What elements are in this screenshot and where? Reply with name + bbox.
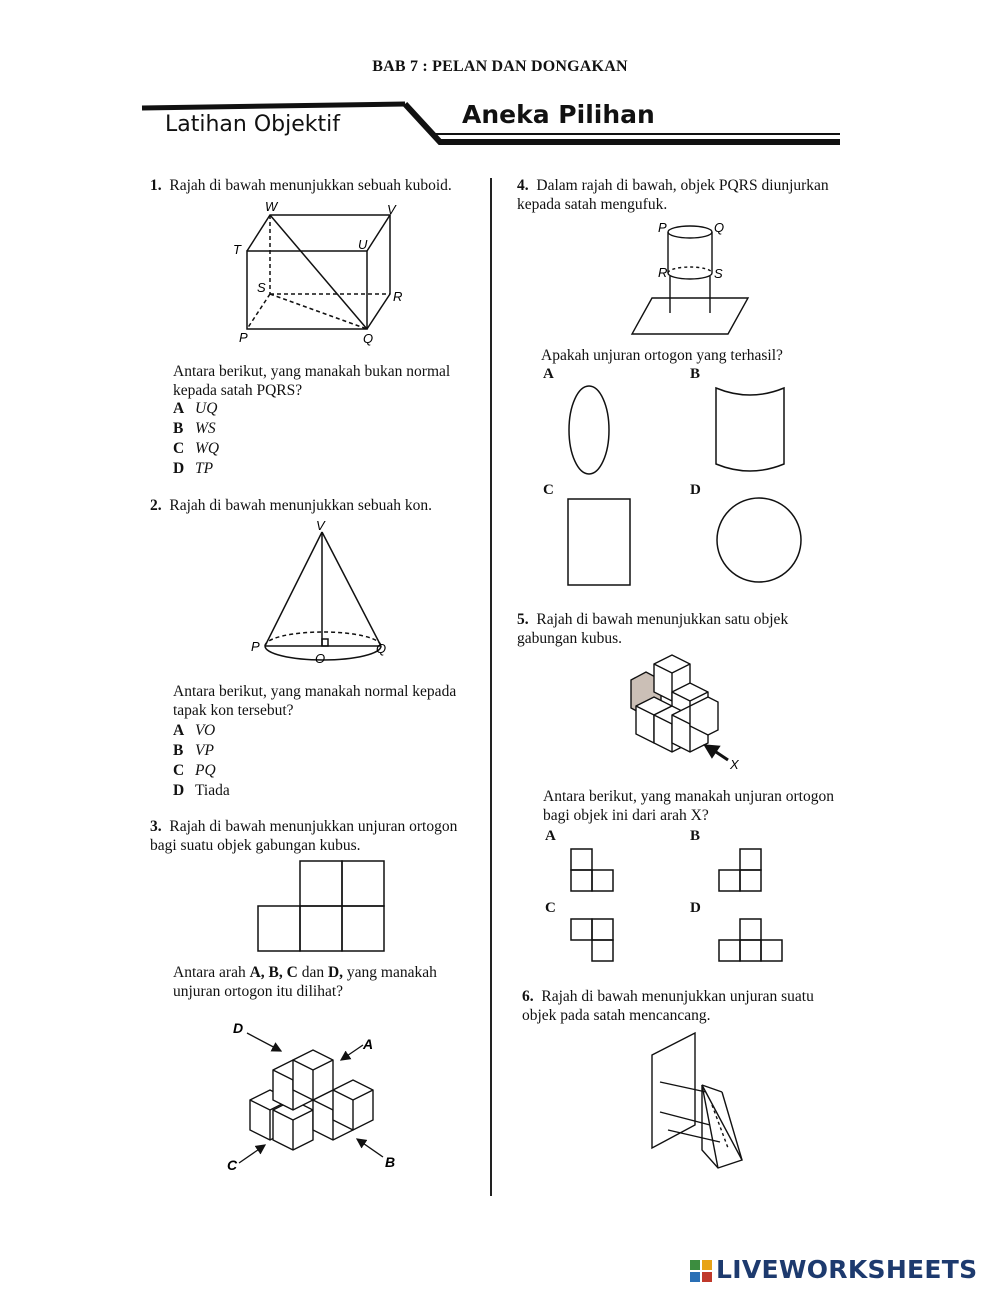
svg-text:B: B bbox=[385, 1154, 396, 1170]
q5-option-c-label[interactable]: C bbox=[545, 900, 556, 916]
q1-option-b[interactable]: B WS bbox=[173, 420, 216, 437]
q4-option-d-circle bbox=[715, 494, 805, 588]
q1-statement: 1. Rajah di bawah menunjukkan sebuah kuboid. bbox=[150, 177, 452, 194]
q5-option-a-grid bbox=[568, 846, 618, 894]
svg-text:A: A bbox=[363, 1036, 374, 1052]
q2-option-d[interactable]: D Tiada bbox=[173, 782, 230, 799]
svg-text:Q: Q bbox=[714, 220, 725, 235]
svg-text:T: T bbox=[233, 242, 241, 257]
q2-statement: 2. Rajah di bawah menunjukkan sebuah kon. bbox=[150, 497, 432, 514]
q2-option-a[interactable]: A VO bbox=[173, 722, 216, 739]
svg-text:X: X bbox=[730, 757, 739, 772]
q1-cuboid-figure bbox=[225, 198, 415, 348]
svg-text:R: R bbox=[658, 265, 668, 280]
logo-text: LIVEWORKSHEETS bbox=[716, 1255, 978, 1284]
q4-option-a-ellipse bbox=[560, 382, 620, 477]
q1-option-c[interactable]: C WQ bbox=[173, 440, 220, 457]
svg-text:P: P bbox=[251, 639, 260, 654]
svg-text:Q: Q bbox=[376, 641, 387, 656]
svg-text:W: W bbox=[265, 199, 278, 214]
q1-options bbox=[173, 399, 219, 479]
svg-text:S: S bbox=[714, 266, 723, 281]
svg-text:U: U bbox=[358, 237, 368, 252]
q5-option-b-grid bbox=[716, 846, 766, 894]
q4-option-b-label[interactable]: B bbox=[690, 366, 701, 382]
q5-statement: 5. Rajah di bawah menunjukkan satu objek gabungan kubus. bbox=[517, 611, 789, 647]
q4-prompt: Apakah unjuran ortogon yang terhasil? bbox=[541, 347, 783, 364]
liveworksheets-logo bbox=[690, 1255, 977, 1284]
svg-text:V: V bbox=[387, 202, 396, 217]
q2-option-c[interactable]: C PQ bbox=[173, 762, 216, 779]
svg-text:V: V bbox=[316, 518, 325, 533]
q4-option-b-curved-shape bbox=[712, 380, 787, 475]
q2-option-b[interactable]: B VP bbox=[173, 742, 214, 759]
q5-option-a-label[interactable]: A bbox=[545, 828, 556, 844]
q4-statement: 4. Dalam rajah di bawah, objek PQRS diunjurkan kepada satah mengufuk. bbox=[517, 177, 829, 213]
q4-option-a-label[interactable]: A bbox=[543, 366, 554, 382]
logo-grid-icon bbox=[690, 1260, 712, 1282]
q4-option-c-label[interactable]: C bbox=[543, 482, 554, 498]
q5-cube-object-figure bbox=[628, 650, 753, 775]
q5-option-b-label[interactable]: B bbox=[690, 828, 701, 844]
q5-option-d-label[interactable]: D bbox=[690, 900, 701, 916]
svg-text:D: D bbox=[233, 1020, 244, 1036]
q1-option-a[interactable]: A UQ bbox=[173, 400, 218, 417]
column-divider bbox=[490, 178, 492, 1196]
chapter-title: BAB 7 : PELAN DAN DONGAKAN bbox=[372, 58, 628, 75]
svg-text:P: P bbox=[239, 330, 248, 345]
q3-cube-object-figure bbox=[225, 1015, 405, 1175]
q3-prompt: Antara arah A, B, C dan D, yang manakah unjuran ortogon itu dilihat? bbox=[173, 964, 437, 1000]
banner-right-title: Aneka Pilihan bbox=[462, 100, 655, 129]
banner-left-title: Latihan Objektif bbox=[165, 112, 340, 137]
q1-prompt: Antara berikut, yang manakah bukan normal kepada satah PQRS? bbox=[173, 363, 451, 399]
svg-text:R: R bbox=[393, 289, 403, 304]
q6-statement: 6. Rajah di bawah menunjukkan unjuran suatu objek pada satah mencancang. bbox=[522, 988, 814, 1024]
svg-text:P: P bbox=[658, 220, 667, 235]
q3-statement: 3. Rajah di bawah menunjukkan unjuran ortogon bagi suatu objek gabungan kubus. bbox=[150, 818, 458, 854]
q5-prompt: Antara berikut, yang manakah unjuran ortogon bagi objek ini dari arah X? bbox=[543, 788, 834, 824]
q4-cylinder-figure bbox=[630, 218, 760, 343]
svg-text:S: S bbox=[257, 280, 266, 295]
q2-prompt: Antara berikut, yang manakah normal kepada tapak kon tersebut? bbox=[173, 683, 457, 719]
q5-option-c-grid bbox=[568, 916, 618, 964]
svg-text:Q: Q bbox=[363, 331, 374, 346]
q2-options bbox=[173, 721, 230, 801]
q4-option-c-rectangle bbox=[565, 496, 635, 588]
svg-text:O: O bbox=[315, 651, 326, 666]
svg-text:C: C bbox=[227, 1157, 238, 1173]
q1-option-d[interactable]: D TP bbox=[173, 460, 214, 477]
q2-cone-figure bbox=[245, 518, 405, 668]
q3-projection-figure bbox=[255, 858, 390, 953]
q6-prism-projection-figure bbox=[640, 1030, 755, 1170]
q4-option-d-label[interactable]: D bbox=[690, 482, 701, 498]
q5-option-d-grid bbox=[716, 916, 786, 964]
